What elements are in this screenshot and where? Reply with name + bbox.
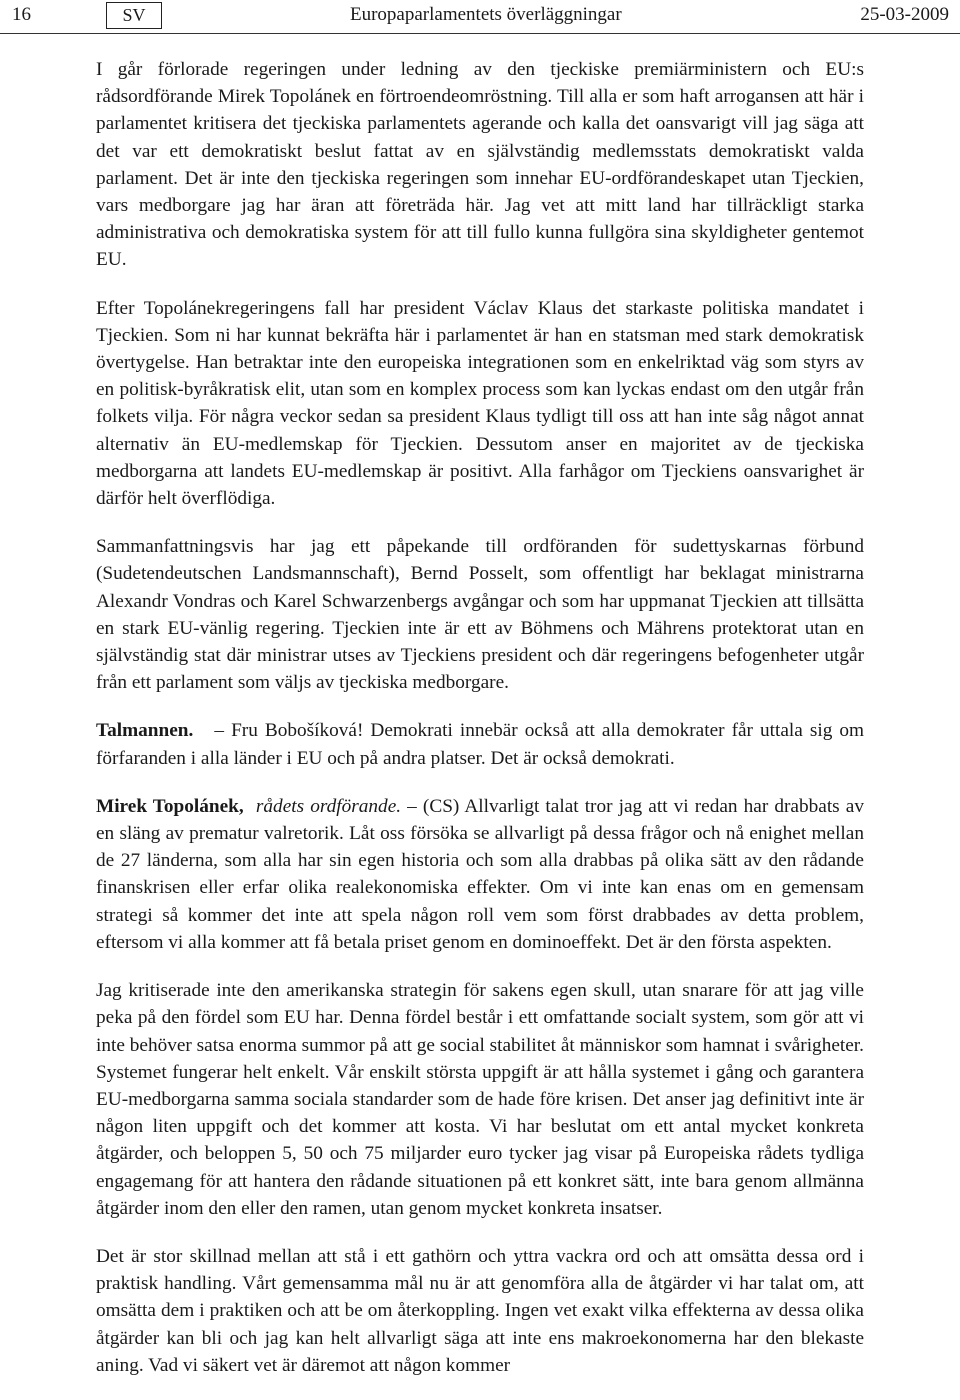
speaker-role: rådets ordförande. bbox=[255, 795, 402, 817]
paragraph-text: I går förlorade regeringen under ledning av den tjeckiske premiärministern och EU:s rådsordförande Mirek Topolánek en förtroendeomröstning. Till alla er som haft arrogansen att här i parlamentet kritisera det tjeckiska parlamentets agerande och kalla det oansvarigt vill jag säga att det var ett demokratiskt beslut fattat av en självständig medlemsstats demokratiskt valda parlament. Det är inte den tjeckiska regeringen som innehar EU-ordförandeskapet utan Tjeckien, vars medborgare jag har äran att företräda här. Jag vet att mitt land har tillräckligt starka administrativa och demokratiska system för att till fullo kunna fullgöra sina skyldigheter gentemot EU. bbox=[96, 59, 864, 271]
paragraph-1 bbox=[96, 56, 864, 274]
speaker-name: Talmannen. bbox=[96, 720, 194, 742]
speech-president bbox=[96, 717, 864, 771]
speech-topolanek bbox=[96, 793, 864, 956]
paragraph-2 bbox=[96, 295, 864, 513]
publication-title: Europaparlamentets överläggningar bbox=[350, 4, 622, 25]
paragraph-text: – Fru Bobošíková! Demokrati innebär också att alla demokrater får uttala sig om förfaranden i alla länder i EU och på andra platser. Det är också demokrati. bbox=[96, 720, 864, 769]
paragraph-6 bbox=[96, 977, 864, 1222]
language-code-box: SV bbox=[106, 2, 162, 29]
document-body bbox=[96, 56, 864, 1400]
paragraph-7 bbox=[96, 1243, 864, 1379]
page-header bbox=[0, 0, 960, 34]
page-number: 16 bbox=[12, 4, 31, 25]
paragraph-3 bbox=[96, 533, 864, 696]
paragraph-text: Sammanfattningsvis har jag ett påpekande till ordföranden för sudettyskarnas förbund (Sudetendeutschen Landsmannschaft), Bernd Posselt, som offentligt har beklagat ministrarna Alexandr Vondras och Karel Schwarzenbergs avgångar och som har uppmanat Tjeckien att tillsätta en stark EU-vänlig regering. Tjeckien inte är ett av Böhmens och Mährens protektorat utan en självständig stat där ministrar utses av Tjeckiens president och där regeringens befogenheter utgår från ett parlament som väljs av tjeckiska medborgare. bbox=[96, 536, 864, 694]
session-date: 25-03-2009 bbox=[860, 4, 949, 25]
paragraph-text: Det är stor skillnad mellan att stå i ett gathörn och yttra vackra ord och att omsätta dessa ord i praktisk handling. Vårt gemensamma mål nu är att genomföra alla de åtgärder vi har talat om, att omsätta dem i praktiken och att be om återkoppling. Ingen vet exakt vilka effekterna av dessa olika åtgärder kan bli och jag kan helt allvarligt säga att inte ens makroekonomerna har den blekaste aning. Vad vi säkert vet är däremot att någon kommer bbox=[96, 1245, 864, 1376]
paragraph-text: Efter Topolánekregeringens fall har president Václav Klaus det starkaste politiska mandatet i Tjeckien. Som ni har kunnat bekräfta här i parlamentet är han en statsman med stark demokratisk övertygelse. Han betraktar inte den europeiska integrationen som en enkelriktad väg som styrs av en politisk-byråkratisk elit, utan som en komplex process som kan lyckas endast om den utgår från folkets vilja. För några veckor sedan sa president Klaus tydligt till oss att han inte såg något annat alternativ än EU-medlemskap för Tjeckien. Dessutom anser en majoritet av de tjeckiska medborgarna att landets EU-medlemskap är positivt. Alla farhågor om Tjeckiens oansvarighet är därför helt överflödiga. bbox=[96, 297, 864, 510]
header-divider bbox=[0, 33, 960, 34]
speaker-name: Mirek Topolánek, bbox=[96, 795, 244, 817]
paragraph-text: – (CS) Allvarligt talat tror jag att vi redan har drabbats av en släng av prematur valretorik. Låt oss försöka se allvarligt på dessa frågor och nå enighet mellan de 27 länderna, som alla har sin egen historia och som alla drabbas på olika sätt av den rådande finanskrisen eller erfar olika realekonomiska effekter. Om vi inte kan enas om en gemensam strategi så kommer det inte att spela någon roll vem som först drabbades av detta problem, eftersom vi alla kommer att få betala priset genom en dominoeffekt. Det är den första aspekten. bbox=[96, 795, 864, 953]
paragraph-text: Jag kritiserade inte den amerikanska strategin för sakens egen skull, utan snarare för att jag ville peka på den fördel som EU har. Denna fördel består i ett omfattande socialt system, som gör att vi inte behöver satsa enorma summor på att ge social stabilitet åt människor som hamnat i svårigheter. Systemet fungerar helt enkelt. Vår enskilt största uppgift är att hålla systemet i gång och garantera EU-medborgarna samma sociala standarder som de hade före krisen. Det anser jag definitivt inte är någon liten uppgift och det kommer att kosta. Vi har beslutat om ett antal mycket konkreta åtgärder, och beloppen 5, 50 och 75 miljarder euro tycker jag visar på Europeiska rådets tydliga engagemang för att hantera den rådande situationen på ett konkret sätt, inte bara genom allmänna åtgärder inom den eller den ramen, utan genom mycket konkreta insatser. bbox=[96, 980, 864, 1219]
